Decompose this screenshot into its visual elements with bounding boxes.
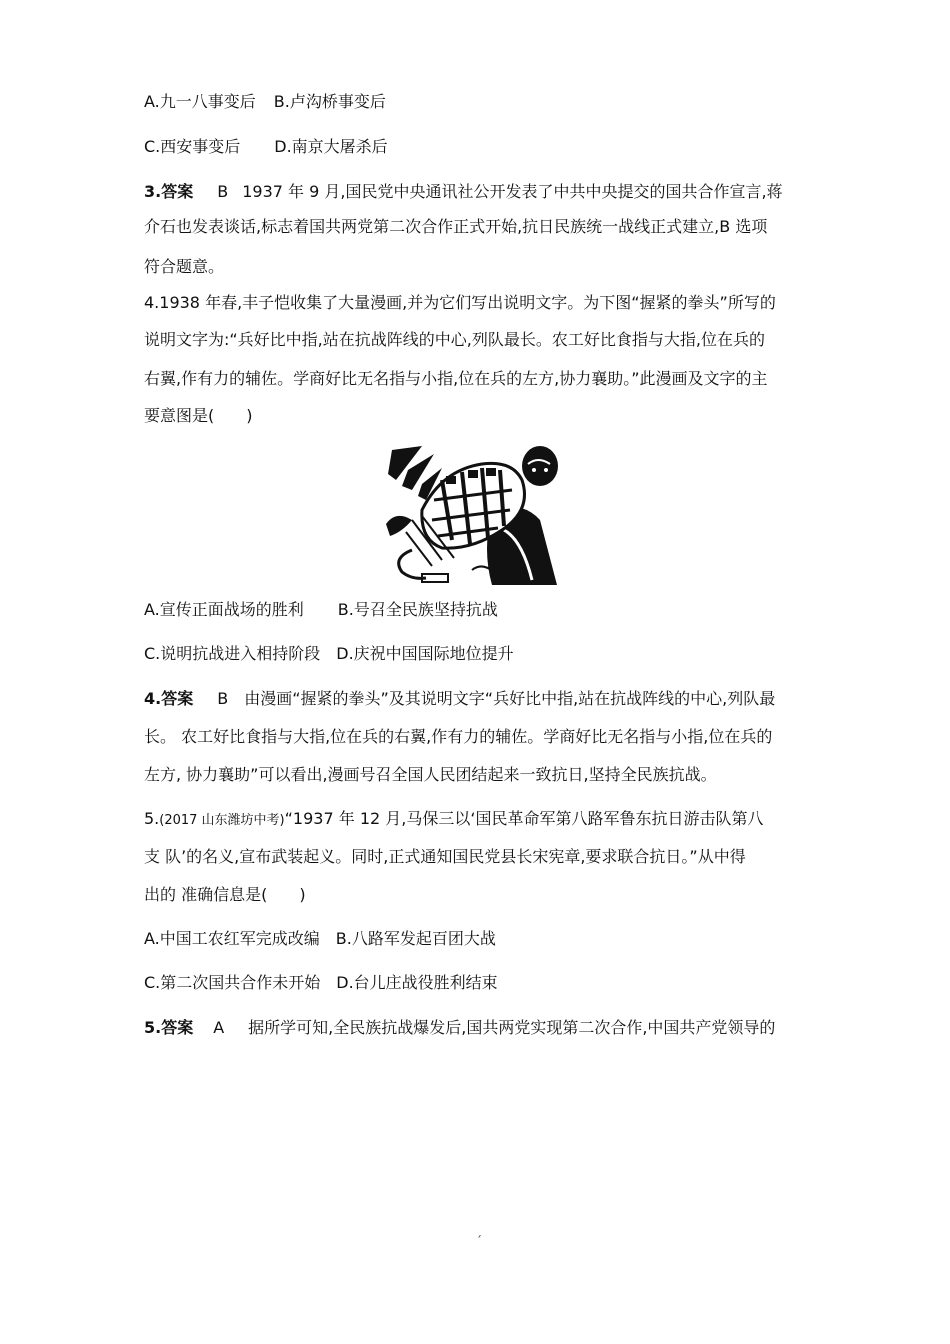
q4-stem-line-2: 说明文字为:“兵好比中指,站在抗战阵线的中心,列队最长。农工好比食指与大指,位在兵的 — [144, 330, 765, 349]
q5-stem-line-2: 支 队’的名义,宣布武装起义。同时,正式通知国民党县长宋宪章,要求联合抗日。”从中得 — [144, 847, 746, 866]
q4-stem-line-1: 4.1938 年春,丰子恺收集了大量漫画,并为它们写出说明文字。为下图“握紧的拳头”所写的 — [144, 293, 776, 312]
q3-answer-line-2: 介石也发表谈话,标志着国共两党第二次合作正式开始,抗日民族统一战线正式建立,B 选项 — [144, 217, 768, 236]
q4-answer-label: 4.答案 — [144, 689, 194, 708]
q5-options-row-2 — [144, 972, 498, 994]
q5-stem-line-1 — [144, 808, 763, 832]
q5-source: (2017 山东潍坊中考) — [159, 813, 285, 828]
q4-option-c: C.说明抗战进入相持阶段 — [144, 644, 321, 663]
q5-answer-line-1 — [144, 1017, 775, 1039]
q3-options-row-1 — [144, 91, 386, 113]
q5-answer-label: 5.答案 — [144, 1018, 194, 1037]
q4-option-b: B.号召全民族坚持抗战 — [337, 600, 498, 619]
q4-answer-line-3: 左方, 协力襄助”可以看出,漫画号召全国人民团结起来一致抗日,坚持全民族抗战。 — [144, 765, 717, 784]
q5-stem-text-1: “1937 年 12 月,马保三以‘国民革命军第八路军鲁东抗日游击队第八 — [284, 809, 764, 828]
q3-answer-label: 3.答案 — [144, 182, 194, 201]
q5-answer-text: 据所学可知,全民族抗战爆发后,国共两党实现第二次合作,中国共产党领导的 — [248, 1018, 776, 1037]
q3-option-b: B.卢沟桥事变后 — [273, 92, 386, 111]
q3-options-row-2 — [144, 136, 388, 158]
q5-option-d: D.台儿庄战役胜利结束 — [336, 973, 498, 992]
q3-option-c: C.西安事变后 — [144, 137, 241, 156]
q3-answer-line-3: 符合题意。 — [144, 257, 225, 276]
q3-answer-line-1 — [144, 181, 783, 203]
q4-stem-line-4: 要意图是( ) — [144, 406, 253, 425]
q4-answer-line-2: 长。 农工好比食指与大指,位在兵的右翼,作有力的辅佐。学商好比无名指与小指,位在兵的 — [144, 727, 773, 746]
q4-answer-text-1: 由漫画“握紧的拳头”及其说明文字“兵好比中指,站在抗战阵线的中心,列队最 — [244, 689, 776, 708]
q5-options-row-1 — [144, 928, 496, 950]
q5-option-b: B.八路军发起百团大战 — [335, 929, 496, 948]
q5-number: 5. — [144, 809, 160, 828]
q4-options-row-2 — [144, 643, 514, 665]
q4-answer-choice: B — [217, 689, 229, 708]
q5-answer-choice: A — [213, 1018, 225, 1037]
q4-stem-line-3: 右翼,作有力的辅佐。学商好比无名指与小指,位在兵的左方,协力襄助。”此漫画及文字的主 — [144, 369, 768, 388]
q5-option-a: A.中国工农红军完成改编 — [144, 929, 320, 948]
q4-answer-line-1 — [144, 688, 775, 710]
q4-option-a: A.宣传正面战场的胜利 — [144, 600, 304, 619]
q5-stem-line-3: 出的 准确信息是( ) — [144, 885, 306, 904]
q4-options-row-1 — [144, 599, 498, 621]
q4-option-d: D.庆祝中国国际地位提升 — [336, 644, 514, 663]
clenched-fist-comic-image — [382, 440, 564, 590]
q3-option-a: A.九一八事变后 — [144, 92, 256, 111]
q5-option-c: C.第二次国共合作未开始 — [144, 973, 321, 992]
q3-answer-text-1: 1937 年 9 月,国民党中央通讯社公开发表了中共中央提交的国共合作宣言,蒋 — [242, 182, 783, 201]
q3-answer-choice: B — [217, 182, 229, 201]
page-mark: ´ — [476, 1234, 482, 1248]
q3-option-d: D.南京大屠杀后 — [274, 137, 388, 156]
